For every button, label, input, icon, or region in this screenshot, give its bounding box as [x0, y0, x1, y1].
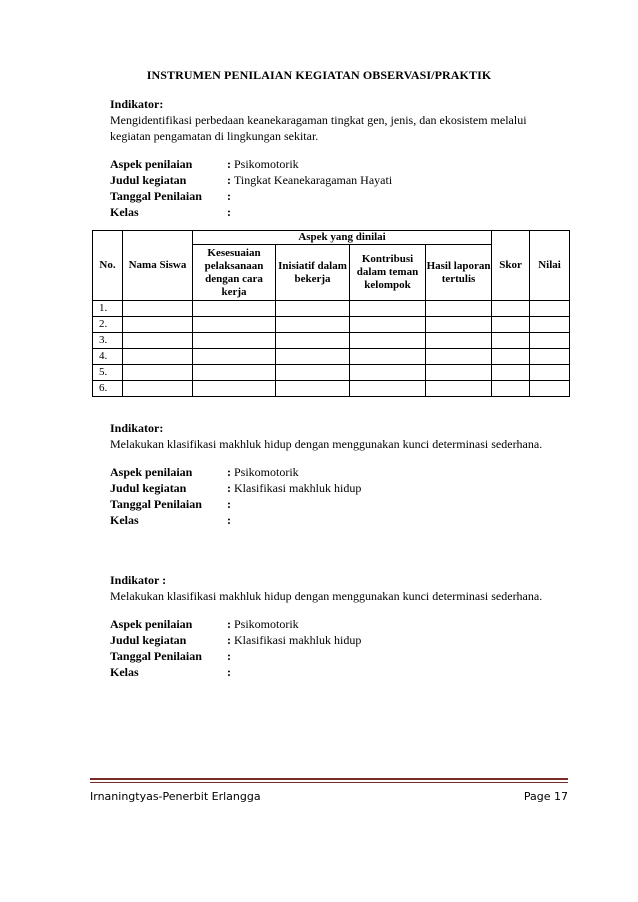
- indicator-heading: Indikator:: [110, 421, 164, 435]
- indicator-description: Mengidentifikasi perbedaan keanekaragaman tingkat gen, jenis, dan ekosistem melalui kegiatan pengamatan di lingkungan sekitar.: [110, 113, 527, 143]
- table-row: 6.: [93, 381, 570, 397]
- field-aspek: Aspek penilaian : Psikomotorik: [110, 617, 299, 631]
- field-kelas: Kelas :: [110, 205, 231, 219]
- header-nilai: Nilai: [530, 231, 570, 301]
- indicator-section-1: [110, 96, 550, 220]
- assessment-fields: [110, 156, 550, 220]
- footer-publisher: Irnaningtyas-Penerbit Erlangga: [90, 790, 261, 803]
- assessment-fields: [110, 616, 550, 680]
- footer-divider-thin: [90, 782, 568, 783]
- indicator-heading: Indikator:: [110, 97, 164, 111]
- field-tanggal: Tanggal Penilaian :: [110, 649, 231, 663]
- field-tanggal: Tanggal Penilaian :: [110, 189, 231, 203]
- field-judul: Judul kegiatan : Klasifikasi makhluk hidup: [110, 481, 362, 495]
- header-aspek-2: Inisiatif dalam bekerja: [276, 245, 350, 301]
- field-tanggal: Tanggal Penilaian :: [110, 497, 231, 511]
- field-judul: Judul kegiatan : Tingkat Keanekaragaman Hayati: [110, 173, 393, 187]
- indicator-heading: Indikator :: [110, 573, 167, 587]
- indicator-section-2: [110, 420, 550, 528]
- field-kelas: Kelas :: [110, 665, 231, 679]
- footer-page-number: Page 17: [523, 790, 568, 803]
- indicator-description: Melakukan klasifikasi makhluk hidup dengan menggunakan kunci determinasi sederhana.: [110, 437, 543, 451]
- indicator-description: Melakukan klasifikasi makhluk hidup dengan menggunakan kunci determinasi sederhana.: [110, 589, 543, 603]
- table-row: 3.: [93, 333, 570, 349]
- table-row: 5.: [93, 365, 570, 381]
- table-row: 2.: [93, 317, 570, 333]
- assessment-table: [92, 230, 570, 397]
- header-aspek-1: Kesesuaian pelaksanaan dengan cara kerja: [193, 245, 276, 301]
- header-aspek-3: Kontribusi dalam teman kelompok: [350, 245, 426, 301]
- assessment-fields: [110, 464, 550, 528]
- header-skor: Skor: [492, 231, 530, 301]
- table-row: 1.: [93, 301, 570, 317]
- header-no: No.: [93, 231, 123, 301]
- footer-divider: [90, 778, 568, 780]
- table-row: 4.: [93, 349, 570, 365]
- document-title: INSTRUMEN PENILAIAN KEGIATAN OBSERVASI/PRAKTIK: [146, 68, 492, 82]
- indicator-section-3: [110, 572, 550, 680]
- field-aspek: Aspek penilaian : Psikomotorik: [110, 465, 299, 479]
- header-aspek-group: Aspek yang dinilai: [193, 231, 492, 245]
- header-aspek-4: Hasil laporan tertulis: [426, 245, 492, 301]
- field-aspek: Aspek penilaian : Psikomotorik: [110, 157, 299, 171]
- header-nama-siswa: Nama Siswa: [123, 231, 193, 301]
- field-judul: Judul kegiatan : Klasifikasi makhluk hidup: [110, 633, 362, 647]
- field-kelas: Kelas :: [110, 513, 231, 527]
